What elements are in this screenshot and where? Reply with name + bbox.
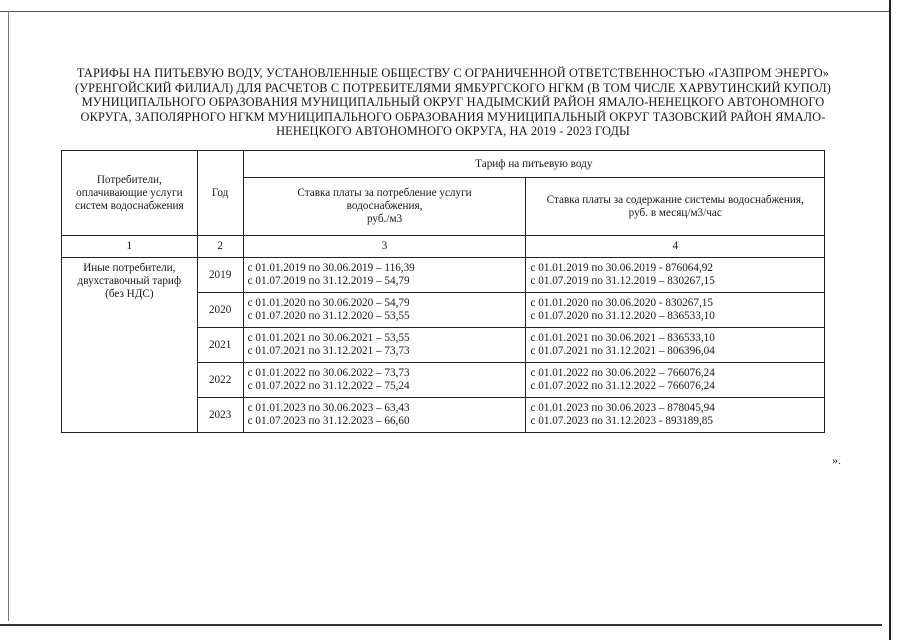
document-title [40,66,866,139]
year-cell: 2022 [197,363,243,398]
maintenance-line: с 01.01.2020 по 30.06.2020 - 830267,15 [530,297,713,309]
header-consumers-line: Потребители, [96,173,162,186]
header-consumers-line: оплачивающие услуги [76,186,183,199]
header-rate-line: Ставка платы за потребление услуги [297,187,472,199]
consumer-line: двухставочный тариф [77,275,182,287]
table-row [62,258,825,293]
header-consumers [62,151,198,236]
title-line: ТАРИФЫ НА ПИТЬЕВУЮ ВОДУ, УСТАНОВЛЕННЫЕ ОБЩЕСТВУ С ОГРАНИЧЕННОЙ ОТВЕТСТВЕННОСТЬЮ «ГАЗПРОМ ЭНЕРГО» [76,66,830,80]
header-rate-line: водоснабжения, [346,200,423,212]
rate-line: с 01.07.2019 по 31.12.2019 – 54,79 [247,275,410,287]
rate-cell [243,398,526,433]
page-top-rule [0,11,890,12]
column-number: 1 [62,236,198,258]
header-rate-line: руб./м3 [366,213,403,225]
maintenance-line: с 01.07.2021 по 31.12.2021 – 806396,04 [530,345,715,357]
rate-line: с 01.01.2020 по 30.06.2020 – 54,79 [247,297,410,309]
title-line: НЕНЕЦКОГО АВТОНОМНОГО ОКРУГА, НА 2019 - 2023 ГОДЫ [276,124,630,139]
rate-line: с 01.07.2021 по 31.12.2021 – 73,73 [247,345,410,357]
rate-line: с 01.07.2020 по 31.12.2020 – 53,55 [247,310,410,322]
maintenance-cell [526,328,825,363]
rate-cell [243,293,526,328]
rate-cell [243,363,526,398]
title-line: МУНИЦИПАЛЬНОГО ОБРАЗОВАНИЯ МУНИЦИПАЛЬНЫЙ ОКРУГ НАДЫМСКИЙ РАЙОН ЯМАЛО-НЕНЕЦКОГО АВТОНОМНОГО [81,95,825,110]
year-cell: 2023 [197,398,243,433]
header-maintenance-line: руб. в месяц/м3/час [628,206,722,219]
consumer-cell [62,258,198,433]
rate-line: с 01.01.2021 по 30.06.2021 – 53,55 [247,332,410,344]
header-maintenance-line: Ставка платы за содержание системы водоснабжения, [546,193,804,206]
consumer-line: Иные потребители, [83,262,176,274]
year-cell: 2021 [197,328,243,363]
scan-right-edge [889,0,891,640]
header-year: Год [197,151,243,236]
maintenance-line: с 01.01.2021 по 30.06.2021 – 836533,10 [530,332,715,344]
closing-quote-mark: ». [832,453,841,467]
header-maintenance [526,178,825,236]
rate-cell [243,258,526,293]
maintenance-line: с 01.07.2019 по 31.12.2019 – 830267,15 [530,275,715,287]
rate-line: с 01.01.2023 по 30.06.2023 – 63,43 [247,402,410,414]
maintenance-line: с 01.07.2020 по 31.12.2020 – 836533,10 [530,310,715,322]
rate-line: с 01.01.2019 по 30.06.2019 – 116,39 [247,262,415,274]
maintenance-cell [526,363,825,398]
column-number: 2 [197,236,243,258]
consumer-line: (без НДС) [105,288,154,300]
header-consumers-line: систем водоснабжения [74,199,184,212]
maintenance-cell [526,398,825,433]
year-cell: 2019 [197,258,243,293]
header-tariff-group: Тариф на питьевую воду [243,151,824,178]
header-rate [243,178,526,236]
maintenance-cell [526,258,825,293]
tariff-table [61,150,825,433]
maintenance-line: с 01.07.2022 по 31.12.2022 – 766076,24 [530,380,715,392]
column-number: 3 [243,236,526,258]
page-bottom-rule [0,624,882,626]
maintenance-line: с 01.01.2022 по 30.06.2022 – 766076,24 [530,367,715,379]
title-line: (УРЕНГОЙСКИЙ ФИЛИАЛ) ДЛЯ РАСЧЕТОВ С ПОТРЕБИТЕЛЯМИ ЯМБУРГСКОГО НГКМ (В ТОМ ЧИСЛЕ ХАРВУТИНСКИЙ КУПОЛ) [75,80,831,95]
rate-line: с 01.07.2023 по 31.12.2023 – 66,60 [247,415,410,427]
column-number: 4 [526,236,825,258]
title-line: ОКРУГА, ЗАПОЛЯРНОГО НГКМ МУНИЦИПАЛЬНОГО ОБРАЗОВАНИЯ МУНИЦИПАЛЬНЫЙ ОКРУГ ТАЗОВСКИЙ РАЙОН ЯМАЛО- [80,109,826,124]
rate-line: с 01.01.2022 по 30.06.2022 – 73,73 [247,367,410,379]
page-left-rule [8,11,9,621]
maintenance-cell [526,293,825,328]
maintenance-line: с 01.01.2019 по 30.06.2019 - 876064,92 [530,262,713,274]
rate-line: с 01.07.2022 по 31.12.2022 – 75,24 [247,380,410,392]
rate-cell [243,328,526,363]
maintenance-line: с 01.07.2023 по 31.12.2023 - 893189,85 [530,415,713,427]
year-cell: 2020 [197,293,243,328]
maintenance-line: с 01.01.2023 по 30.06.2023 – 878045,94 [530,402,715,414]
